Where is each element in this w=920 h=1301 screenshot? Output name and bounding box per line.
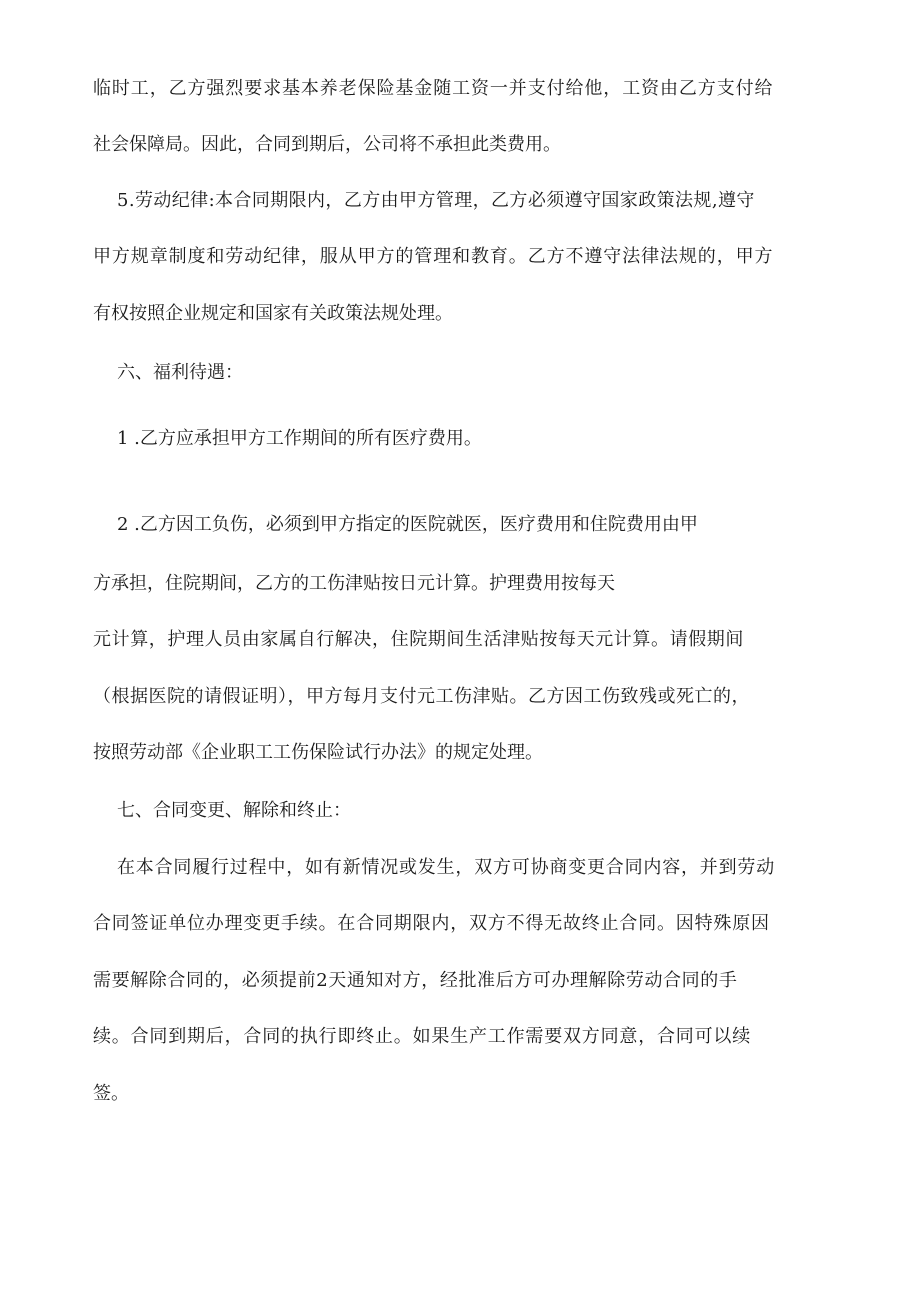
text-line: （根据医院的请假证明），甲方每月支付元工伤津贴。乙方因工伤致残或死亡的，	[93, 686, 750, 707]
text-line: 方承担，住院期间，乙方的工伤津贴按日元计算。护理费用按每天	[93, 573, 615, 594]
text-line: 签。	[93, 1083, 129, 1104]
text-line: 甲方规章制度和劳动纪律，服从甲方的管理和教育。乙方不遵守法律法规的，甲方	[93, 246, 774, 267]
text-line: 元计算，护理人员由家属自行解决，住院期间生活津贴按每天元计算。请假期间	[93, 629, 744, 650]
text-line: 1 .乙方应承担甲方工作期间的所有医疗费用。	[117, 428, 482, 449]
section-heading: 七、合同变更、解除和终止：	[117, 800, 351, 821]
section-heading: 六、福利待遇：	[117, 362, 243, 383]
text-line: 续。合同到期后，合同的执行即终止。如果生产工作需要双方同意，合同可以续	[93, 1026, 751, 1047]
text-line: 合同签证单位办理变更手续。在合同期限内，双方不得无故终止合同。因特殊原因	[93, 913, 770, 934]
text-line: 社会保障局。因此，合同到期后，公司将不承担此类费用。	[93, 134, 561, 155]
text-line: 2 .乙方因工负伤，必须到甲方指定的医院就医，医疗费用和住院费用由甲	[117, 514, 698, 535]
text-line: 需要解除合同的，必须提前2天通知对方，经批准后方可办理解除劳动合同的手	[93, 970, 738, 991]
text-line: 5.劳动纪律:本合同期限内，乙方由甲方管理，乙方必须遵守国家政策法规,遵守	[117, 190, 755, 211]
text-line: 有权按照企业规定和国家有关政策法规处理。	[93, 303, 453, 324]
text-line: 临时工，乙方强烈要求基本养老保险基金随工资一并支付给他，工资由乙方支付给	[93, 78, 774, 99]
text-line: 按照劳动部《企业职工工伤保险试行办法》的规定处理。	[93, 742, 543, 763]
text-line: 在本合同履行过程中，如有新情况或发生，双方可协商变更合同内容，并到劳动	[117, 857, 775, 878]
